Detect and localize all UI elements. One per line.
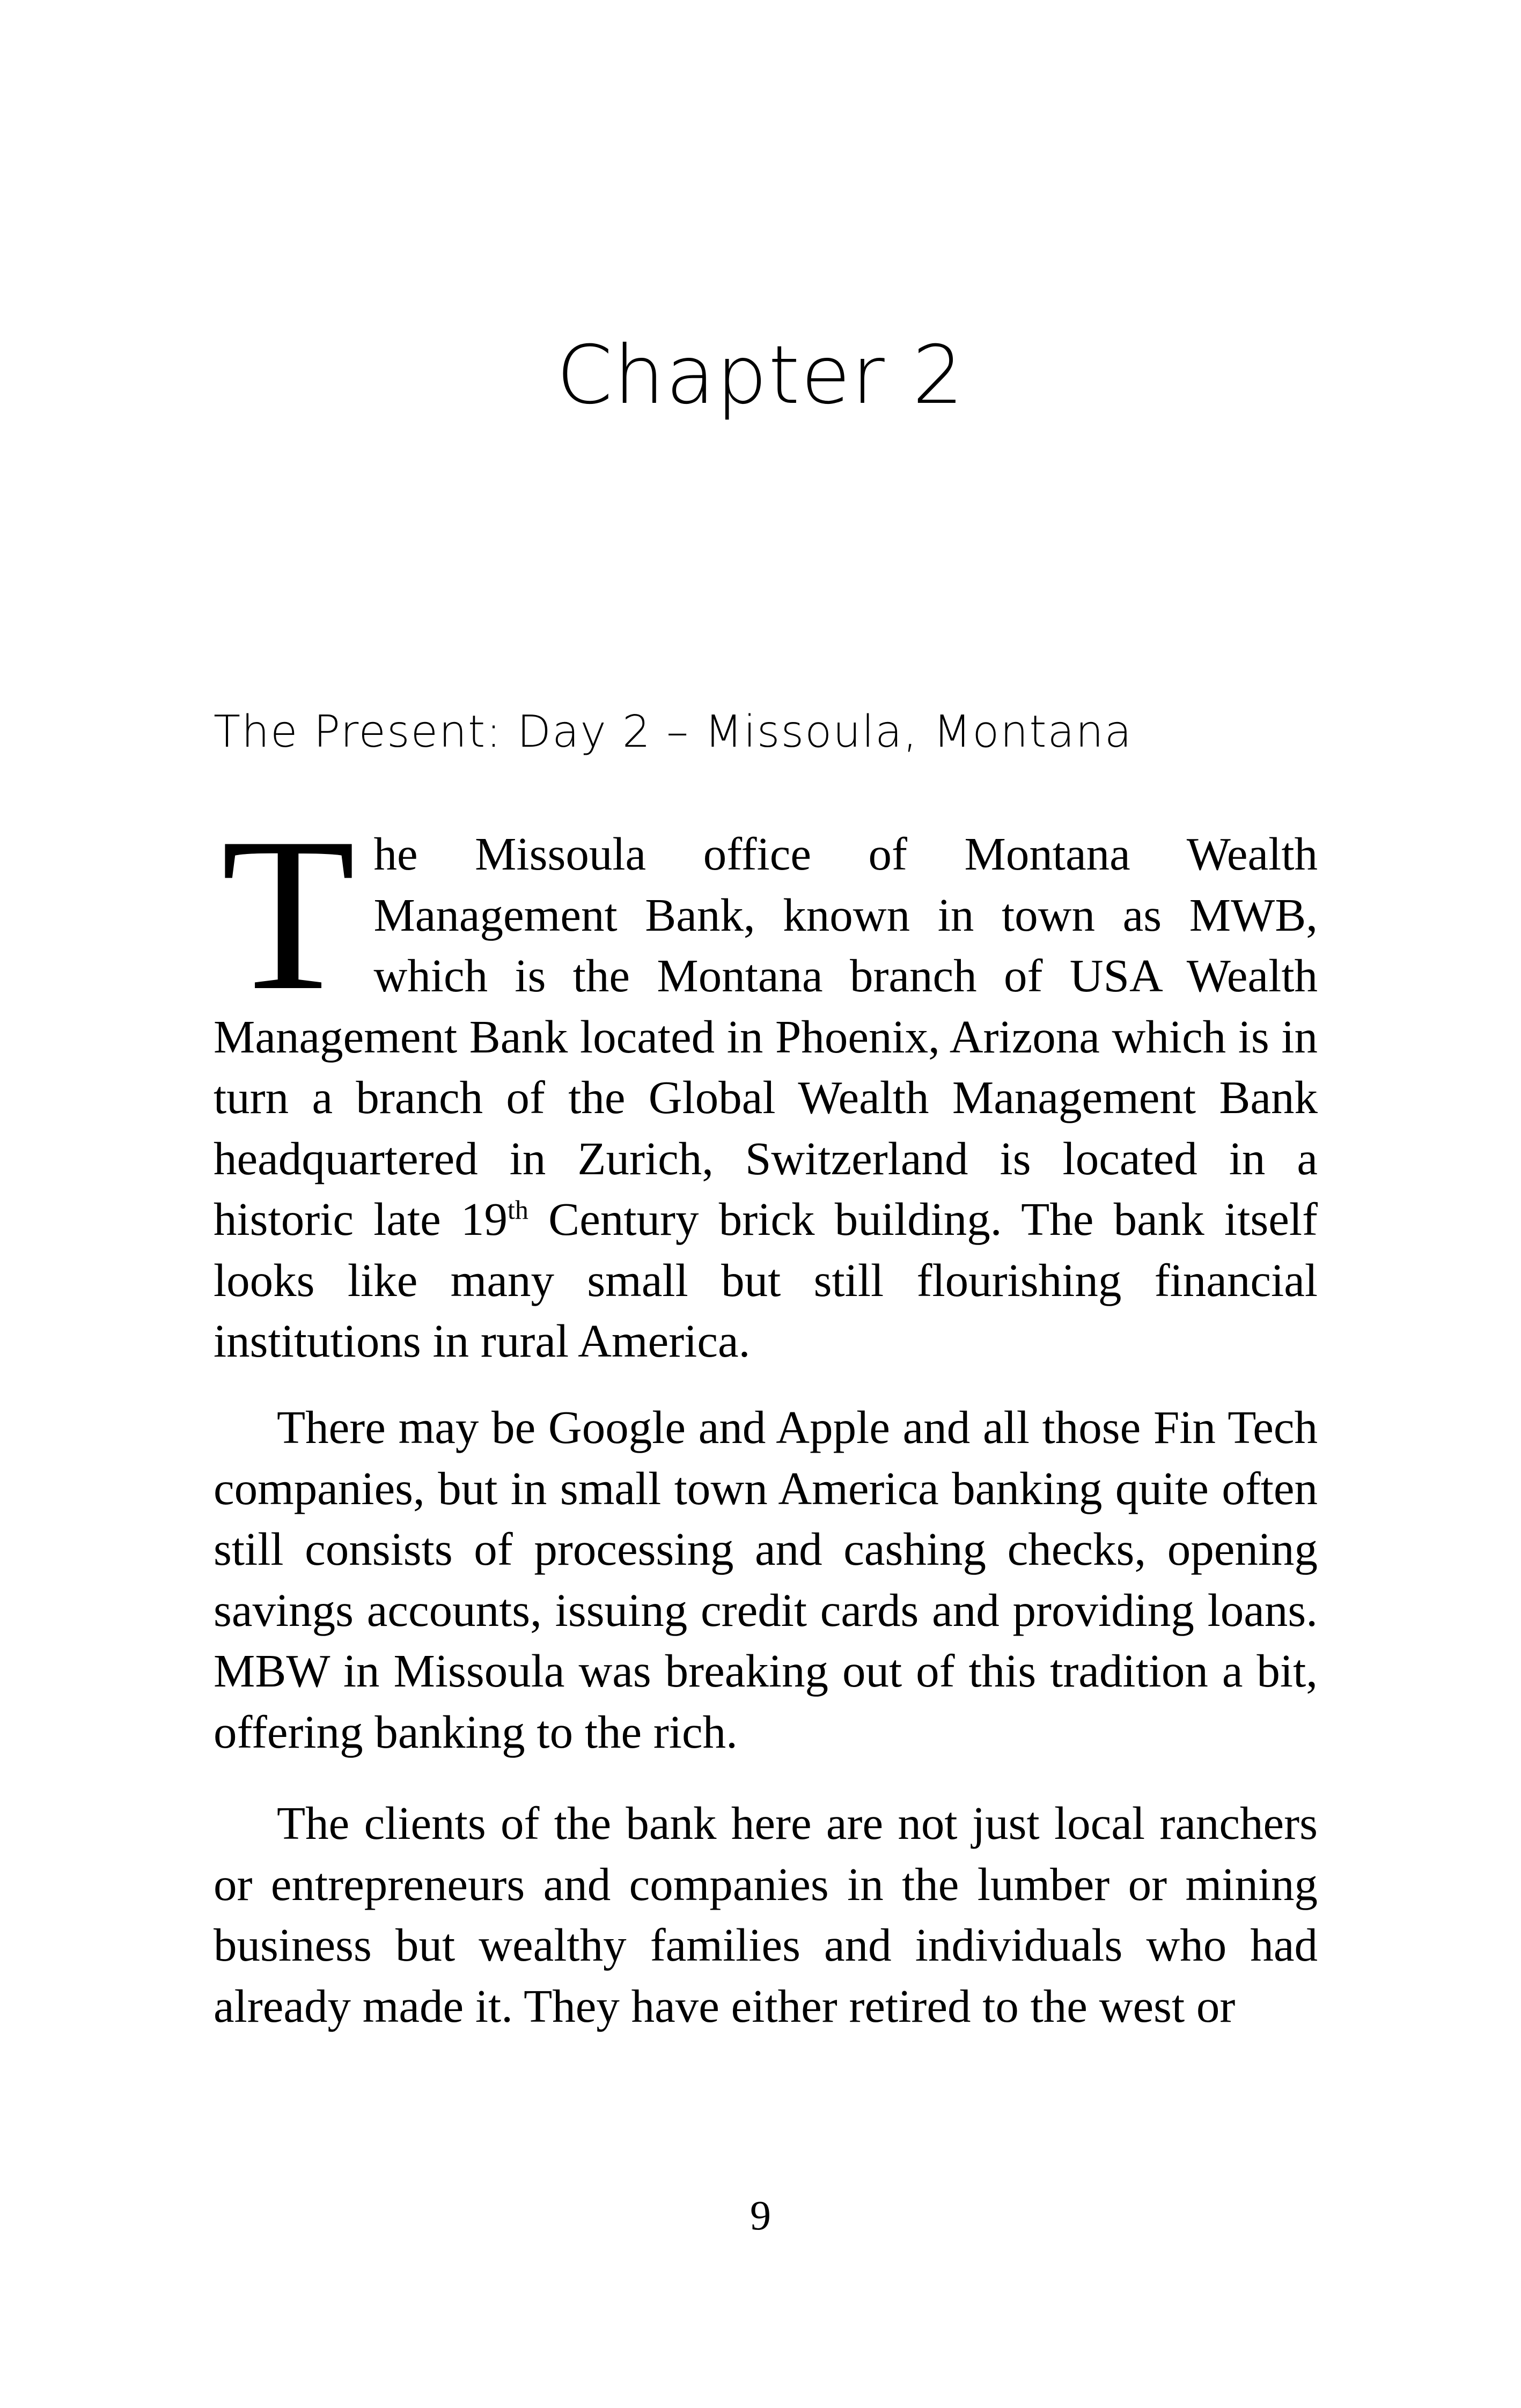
- chapter-title: Chapter 2: [556, 329, 965, 422]
- page-number: 9: [750, 2192, 771, 2238]
- drop-cap: T: [221, 792, 356, 1036]
- ordinal-superscript: th: [508, 1195, 528, 1225]
- section-heading: The Present: Day 2 – Missoula, Montana: [214, 706, 1133, 757]
- paragraph-3: The clients of the bank here are not just local ranchers or entrepreneurs and companies in the lumber or mining business but wealthy families and individuals who had already made it. They have either retired to the west or: [214, 1797, 1318, 2032]
- paragraph-2: There may be Google and Apple and all those Fin Tech companies, but in small town America banking quite often still consists of processing and cashing checks, opening savings accounts, issuing credit cards and providing loans. MBW in Missoula was breaking out of this tradition a bit, offering banking to the rich.: [214, 1401, 1318, 1758]
- paragraph-1-text-a: he Missoula office of Montana Wealth Management Bank, known in town as MWB, which is the Montana branch of USA Wealth Management Bank located in Phoenix, Arizona which is in turn a branch of the Global Wealth Management Bank headquartered in Zurich, Switzerland is located in a historic late 19: [214, 828, 1318, 1245]
- paragraph-1-text-b: Century brick building. The bank itself looks like many small but still flourishing financial institutions in rural America.: [214, 1193, 1318, 1367]
- paragraph-1: [214, 792, 1318, 1372]
